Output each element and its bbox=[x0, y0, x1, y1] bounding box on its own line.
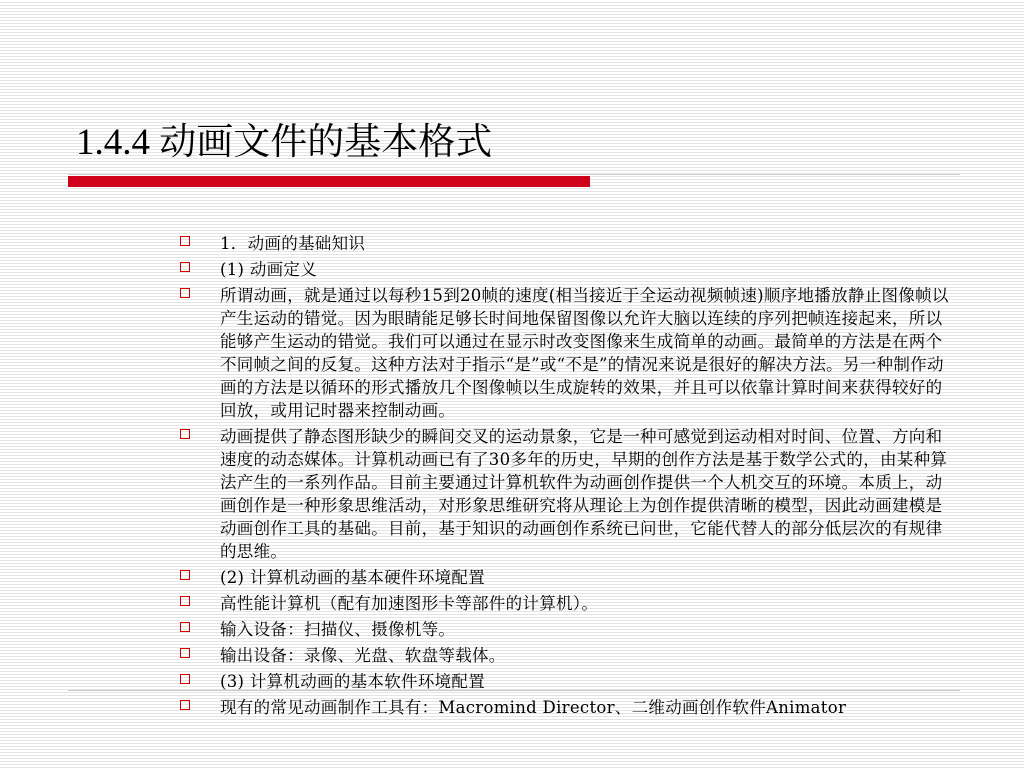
hollow-square-bullet-icon bbox=[180, 674, 190, 684]
list-item-text: (3) 计算机动画的基本软件环境配置 bbox=[220, 672, 486, 691]
hollow-square-bullet-icon bbox=[180, 236, 190, 246]
list-item-text: 动画提供了静态图形缺少的瞬间交叉的运动景象，它是一种可感觉到运动相对时间、位置、方向和速度的动态媒体。计算机动画已有了30多年的历史，早期的创作方法是基于数学公式的，由某种算法产生的一系列作品。目前主要通过计算机软件为动画创作提供一个人机交互的环境。本质上，动画创作是一种形象思维活动，对形象思维研究将从理论上为创作提供清晰的模型，因此动画建模是动画创作工具的基础。目前，基于知识的动画创作系统已问世，它能代替人的部分低层次的有规律的思维。 bbox=[220, 427, 948, 561]
hollow-square-bullet-icon bbox=[180, 262, 190, 272]
slide-title: 1.4.4 动画文件的基本格式 bbox=[76, 122, 493, 163]
hollow-square-bullet-icon bbox=[180, 429, 190, 439]
hollow-square-bullet-icon bbox=[180, 700, 190, 710]
list-item bbox=[176, 592, 956, 615]
list-item-text: (1) 动画定义 bbox=[220, 260, 318, 279]
list-item bbox=[176, 670, 956, 693]
list-item-text: 输入设备：扫描仪、摄像机等。 bbox=[220, 620, 456, 639]
hollow-square-bullet-icon bbox=[180, 596, 190, 606]
list-item-text: (2) 计算机动画的基本硬件环境配置 bbox=[220, 568, 486, 587]
list-item bbox=[176, 618, 956, 641]
list-item-text: 现有的常见动画制作工具有：Macromind Director、二维动画创作软件Animator bbox=[220, 698, 847, 717]
list-item-text: 高性能计算机（配有加速图形卡等部件的计算机）。 bbox=[220, 594, 599, 613]
list-item bbox=[176, 284, 956, 422]
list-item-text: 输出设备：录像、光盘、软盘等载体。 bbox=[220, 646, 506, 665]
list-item bbox=[176, 258, 956, 281]
list-item bbox=[176, 696, 956, 719]
hollow-square-bullet-icon bbox=[180, 288, 190, 298]
list-item-text: 1．动画的基础知识 bbox=[220, 234, 366, 253]
list-item-text: 所谓动画，就是通过以每秒15到20帧的速度(相当接近于全运动视频帧速)顺序地播放静止图像帧以产生运动的错觉。因为眼睛能足够长时间地保留图像以允许大脑以连续的序列把帧连接起来，所以能够产生运动的错觉。我们可以通过在显示时改变图像来生成简单的动画。最简单的方法是在两个不同帧之间的反复。这种方法对于指示“是”或“不是”的情况来说是很好的解决方法。另一种制作动画的方法是以循环的形式播放几个图像帧以生成旋转的效果，并且可以依靠计算时间来获得较好的回放，或用记时器来控制动画。 bbox=[220, 286, 949, 420]
list-item bbox=[176, 644, 956, 667]
list-item bbox=[176, 566, 956, 589]
bullet-list bbox=[176, 232, 956, 722]
hollow-square-bullet-icon bbox=[180, 570, 190, 580]
hollow-square-bullet-icon bbox=[180, 622, 190, 632]
list-item bbox=[176, 425, 956, 563]
title-accent-bar bbox=[68, 176, 590, 187]
title-divider bbox=[68, 174, 960, 175]
list-item bbox=[176, 232, 956, 255]
hollow-square-bullet-icon bbox=[180, 648, 190, 658]
